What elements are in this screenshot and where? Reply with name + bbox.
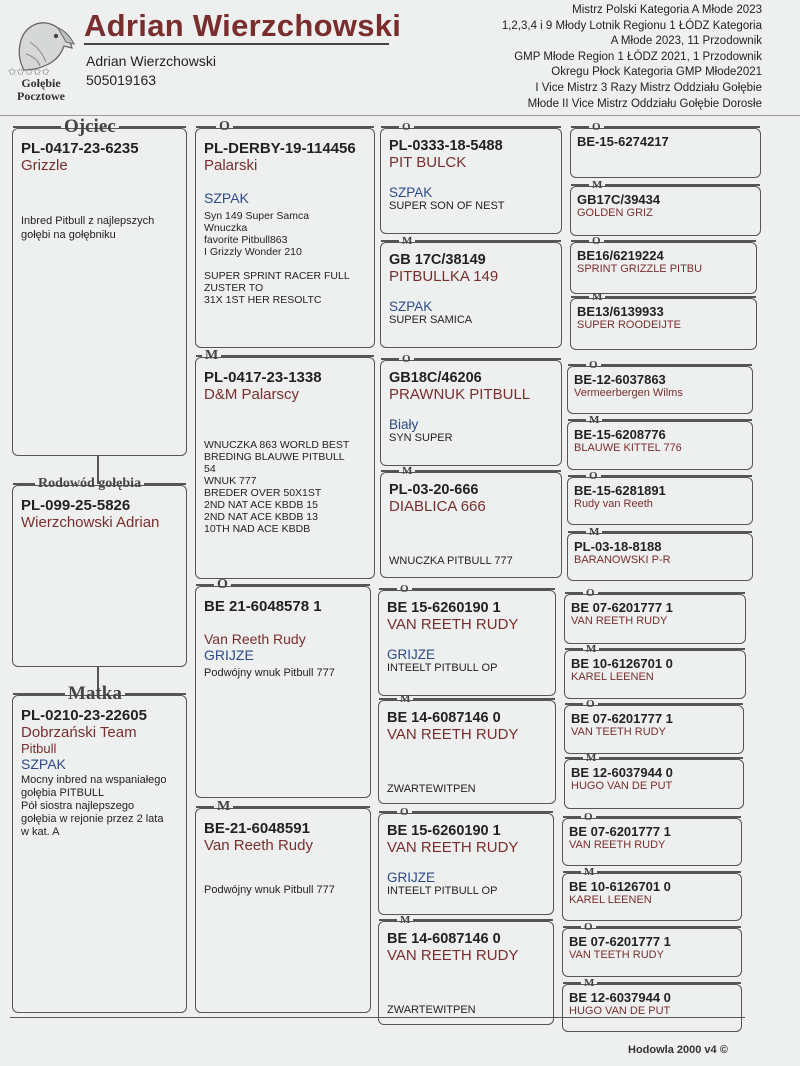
ring-number: BE-12-6037863 [574, 372, 666, 387]
ring-number: PL-DERBY-19-114456 [204, 140, 356, 157]
mother-label: Matka [68, 683, 122, 704]
sex-label: O [592, 235, 601, 247]
sex-label: M [589, 414, 600, 426]
ring-number: GB17C/39434 [577, 192, 661, 207]
sex-label: O [589, 470, 598, 482]
pigeon-notes: INTEELT PITBULL OP [387, 885, 498, 897]
pigeon-name: Palarski [204, 157, 258, 174]
ancestor-card-gen4[interactable] [567, 526, 753, 581]
sex-label: M [592, 291, 603, 303]
father-label: Ojciec [64, 116, 116, 137]
pigeon-notes: WNUCZKA PITBULL 777 [389, 555, 513, 567]
pigeon-notes [204, 439, 368, 535]
ancestor-card-gen4[interactable] [570, 291, 757, 350]
grandfather-paternal-card[interactable] [195, 119, 375, 348]
grandfather-maternal-card[interactable] [195, 577, 371, 798]
ring-number: PL-03-18-8188 [574, 539, 662, 554]
ancestor-card-gen3[interactable] [380, 465, 562, 578]
ancestor-card-gen3[interactable] [378, 914, 554, 1025]
ring-number: PL-03-20-666 [389, 482, 479, 498]
sex-label: O [586, 587, 595, 599]
ring-number: BE 14-6087146 0 [387, 710, 501, 726]
ancestor-card-gen3[interactable] [378, 806, 554, 915]
award-line: 1,2,3,4 i 9 Młody Lotnik Regionu 1 ŁÓDZ Kategoria [501, 19, 762, 32]
pigeon-notes: SUPER SAMICA [389, 314, 473, 326]
awards-list [502, 3, 762, 112]
pigeon-color: SZPAK [389, 185, 433, 200]
pigeon-name: HUGO VAN DE PUT [571, 780, 673, 792]
pigeon-notes: INTEELT PITBULL OP [387, 662, 498, 674]
ancestor-card-gen4[interactable] [567, 470, 753, 525]
ancestor-card-gen4[interactable] [564, 643, 746, 699]
pigeon-notes [21, 774, 180, 839]
pigeon-notes: Podwójny wnuk Pitbull 777 [204, 884, 335, 896]
pigeon-name: VAN REETH RUDY [387, 726, 519, 743]
pigeon-logo-icon [6, 12, 76, 76]
pigeon-name: VAN TEETH RUDY [571, 726, 666, 738]
pigeon-name: VAN REETH RUDY [387, 839, 519, 856]
footer-divider [10, 1017, 745, 1018]
ring-number: PL-099-25-5826 [21, 497, 131, 514]
note-line: ZUSTER TO [204, 282, 264, 294]
ring-number: PL-0417-23-1338 [204, 369, 322, 386]
note-line: Pół siostra najlepszego [21, 800, 135, 812]
pigeon-name: KAREL LEENEN [569, 894, 652, 906]
pigeon-name: VAN REETH RUDY [387, 616, 519, 633]
sex-label: O [592, 121, 601, 133]
note-line: Inbred Pitbull z najlepszych [21, 215, 155, 227]
note-line: 2ND NAT ACE KBDB 13 [204, 511, 318, 523]
note-line: Mocny inbred na wspaniałego [21, 774, 167, 786]
pigeon-name: VAN TEETH RUDY [569, 949, 664, 961]
ring-number: BE 07-6201777 1 [571, 600, 673, 615]
pigeon-name: PITBULLKA 149 [389, 268, 499, 285]
ring-number: BE 12-6037944 0 [571, 765, 673, 780]
sex-label: O [217, 577, 228, 592]
pigeon-name: PIT BULCK [389, 154, 467, 171]
ancestor-card-gen4[interactable] [562, 811, 742, 866]
sex-label: O [402, 353, 411, 365]
ancestor-card-gen3[interactable] [380, 121, 562, 234]
pigeon-name: HUGO VAN DE PUT [569, 1005, 671, 1017]
sex-label: M [586, 752, 597, 764]
ring-number: BE-21-6048591 [204, 820, 310, 837]
note-line: gołębia PITBULL [21, 787, 105, 799]
pigeon-notes: ZWARTEWITPEN [387, 783, 476, 795]
pigeon-name: Vermeerbergen Wilms [574, 387, 683, 399]
grandmother-maternal-card[interactable] [195, 799, 371, 1013]
note-line: 2ND NAT ACE KBDB 15 [204, 499, 318, 511]
ancestor-card-gen4[interactable] [570, 179, 761, 236]
sex-label: M [589, 526, 600, 538]
ancestor-card-gen3[interactable] [380, 235, 562, 348]
sex-label: M [584, 977, 595, 989]
sex-label: O [584, 921, 593, 933]
sex-label: M [584, 866, 595, 878]
ring-number: BE-15-6208776 [574, 427, 666, 442]
sex-label: O [400, 806, 409, 818]
pigeon-name: PRAWNUK PITBULL [389, 386, 531, 403]
note-line: WNUCZKA 863 WORLD BEST [204, 439, 350, 451]
pigeon-name: KAREL LEENEN [571, 671, 654, 683]
mother-card[interactable] [12, 683, 187, 1013]
pigeon-color: Biały [389, 417, 419, 432]
note-line: gołębia w rejonie przez 2 lata [21, 813, 164, 825]
logo-text-line2: Pocztowe [17, 89, 65, 103]
ancestor-card-gen4[interactable] [562, 866, 742, 921]
ring-number: BE 14-6087146 0 [387, 931, 501, 947]
note-line: gołębi na gołębniku [21, 229, 116, 241]
ring-number: PL-0210-23-22605 [21, 707, 147, 724]
sex-label: M [586, 643, 597, 655]
note-line: w kat. A [21, 826, 60, 838]
pigeon-name: DIABLICA 666 [389, 498, 486, 515]
ring-number: PL-0333-18-5488 [389, 138, 503, 154]
sex-label: M [592, 179, 603, 191]
ring-number: BE-15-6274217 [577, 134, 669, 149]
pigeon-name: VAN REETH RUDY [569, 839, 666, 851]
sex-label: M [402, 465, 413, 477]
pedigree-label: Rodowód gołębia [38, 476, 142, 491]
award-line: I Vice Mistrz 3 Razy Mistrz Oddziału Gołębie [535, 81, 762, 94]
ring-number: BE-15-6281891 [574, 483, 666, 498]
pigeon-notes [204, 210, 368, 306]
subject-card[interactable] [12, 476, 187, 667]
ancestor-card-gen4[interactable] [564, 752, 744, 809]
title-underline [84, 43, 389, 45]
ancestor-card-gen4[interactable] [567, 414, 753, 470]
note-line: I Grizzly Wonder 210 [204, 246, 302, 258]
logo [6, 12, 76, 108]
pigeon-notes: ZWARTEWITPEN [387, 1004, 476, 1016]
ancestor-card-gen3[interactable] [378, 583, 556, 696]
ring-number: BE 21-6048578 1 [204, 598, 322, 615]
pigeon-color: SZPAK [21, 756, 66, 772]
pigeon-name: GOLDEN GRIZ [577, 207, 653, 219]
pigeon-notes: SYN SUPER [389, 432, 453, 444]
note-line: 10TH NAD ACE KBDB [204, 523, 311, 535]
note-line: Wnuczka [204, 222, 248, 234]
sex-label: O [400, 583, 409, 595]
pigeon-name: SUPER ROODEIJTE [577, 319, 681, 331]
header-divider [0, 115, 800, 116]
pigeon-name: Dobrzański Team [21, 724, 137, 741]
ancestor-card-gen4[interactable] [567, 359, 753, 414]
pigeon-color: SZPAK [389, 299, 433, 314]
pigeon-color: SZPAK [204, 190, 249, 206]
sex-label: M [402, 235, 413, 247]
pigeon-name: BARANOWSKI P-R [574, 554, 671, 566]
grandmother-paternal-card[interactable] [195, 348, 375, 579]
pigeon-name: Grizzle [21, 157, 68, 174]
ring-number: BE 10-6126701 0 [569, 879, 671, 894]
ring-number: BE 15-6260190 1 [387, 600, 501, 616]
note-line: BREDER OVER 50X1ST [204, 487, 322, 499]
ring-number: BE 07-6201777 1 [569, 824, 671, 839]
sex-label: O [589, 359, 598, 371]
sex-label: O [586, 698, 595, 710]
note-line: 54 [204, 463, 216, 475]
ring-number: BE 07-6201777 1 [571, 711, 673, 726]
note-line: BREDING BLAUWE PITBULL [204, 451, 345, 463]
ancestor-card-gen4[interactable] [562, 921, 742, 977]
note-line: favorite Pitbull863 [204, 234, 288, 246]
owner-id: 505019163 [86, 72, 157, 88]
sex-label: M [400, 914, 411, 926]
pigeon-notes: Podwójny wnuk Pitbull 777 [204, 667, 335, 679]
pigeon-name: D&M Palarscy [204, 386, 300, 403]
ancestor-card-gen4[interactable] [564, 698, 744, 754]
ring-number: BE16/6219224 [577, 248, 664, 263]
ring-number: GB 17C/38149 [389, 252, 486, 268]
pigeon-name: Van Reeth Rudy [204, 631, 306, 647]
sex-label: O [402, 121, 411, 133]
ring-number: GB18C/46206 [389, 370, 482, 386]
logo-text-line1: Gołębie [21, 76, 61, 90]
note-line: Syn 149 Super Samca [204, 210, 310, 222]
ring-number: BE 12-6037944 0 [569, 990, 671, 1005]
page-title: Adrian Wierzchowski [84, 8, 402, 43]
ring-number: BE 10-6126701 0 [571, 656, 673, 671]
ancestor-card-gen3[interactable] [380, 353, 562, 466]
award-line: Mistrz Polski Kategoria A Młode 2023 [572, 4, 762, 16]
sex-label: M [217, 799, 231, 814]
sex-label: M [205, 348, 219, 363]
sex-label: M [400, 693, 411, 705]
svg-text:✩✩✩✩✩: ✩✩✩✩✩ [8, 67, 50, 76]
pigeon-color: GRIJZE [387, 870, 436, 885]
sex-label: O [219, 119, 230, 134]
ring-number: BE13/6139933 [577, 304, 664, 319]
pigeon-name: Van Reeth Rudy [204, 837, 313, 854]
award-line: Młode II Vice Mistrz Oddziału Gołębie Dorosłe [527, 97, 762, 110]
pigeon-name: SPRINT GRIZZLE PITBU [577, 263, 703, 275]
pigeon-name: Wierzchowski Adrian [21, 514, 160, 531]
footer-version: Hodowla 2000 v4 © [628, 1044, 728, 1056]
pigeon-name-line2: Pitbull [21, 741, 57, 756]
ring-number: BE 07-6201777 1 [569, 934, 671, 949]
award-line: A Młode 2023, 11 Przodownik [610, 35, 762, 48]
note-line: SUPER SPRINT RACER FULL [204, 270, 350, 282]
pigeon-notes [21, 214, 180, 242]
ancestor-card-gen4[interactable] [570, 121, 761, 178]
pigeon-name: VAN REETH RUDY [387, 947, 519, 964]
father-card[interactable] [12, 116, 187, 456]
pigeon-color: GRIJZE [387, 647, 436, 662]
pigeon-name: Rudy van Reeth [574, 498, 653, 510]
pigeon-name: BLAUWE KITTEL 776 [574, 442, 682, 454]
pigeon-color: GRIJZE [204, 647, 254, 663]
ancestor-card-gen3[interactable] [378, 693, 556, 804]
ancestor-card-gen4[interactable] [562, 977, 742, 1032]
award-line: Okregu Płock Kategoria GMP Młode2021 [551, 66, 762, 79]
note-line: 31X 1ST HER RESOLTC [204, 294, 322, 306]
ancestor-card-gen4[interactable] [570, 235, 757, 294]
award-line: GMP Młode Region 1 ŁÓDZ 2021, 1 Przodownik [514, 50, 762, 63]
ancestor-card-gen4[interactable] [564, 587, 746, 644]
pigeon-notes: SUPER SON OF NEST [389, 200, 505, 212]
ring-number: PL-0417-23-6235 [21, 140, 139, 157]
owner-name: Adrian Wierzchowski [86, 53, 216, 69]
ring-number: BE 15-6260190 1 [387, 823, 501, 839]
pigeon-name: VAN REETH RUDY [571, 615, 668, 627]
note-line: WNUK 777 [204, 475, 257, 487]
sex-label: O [584, 811, 593, 823]
